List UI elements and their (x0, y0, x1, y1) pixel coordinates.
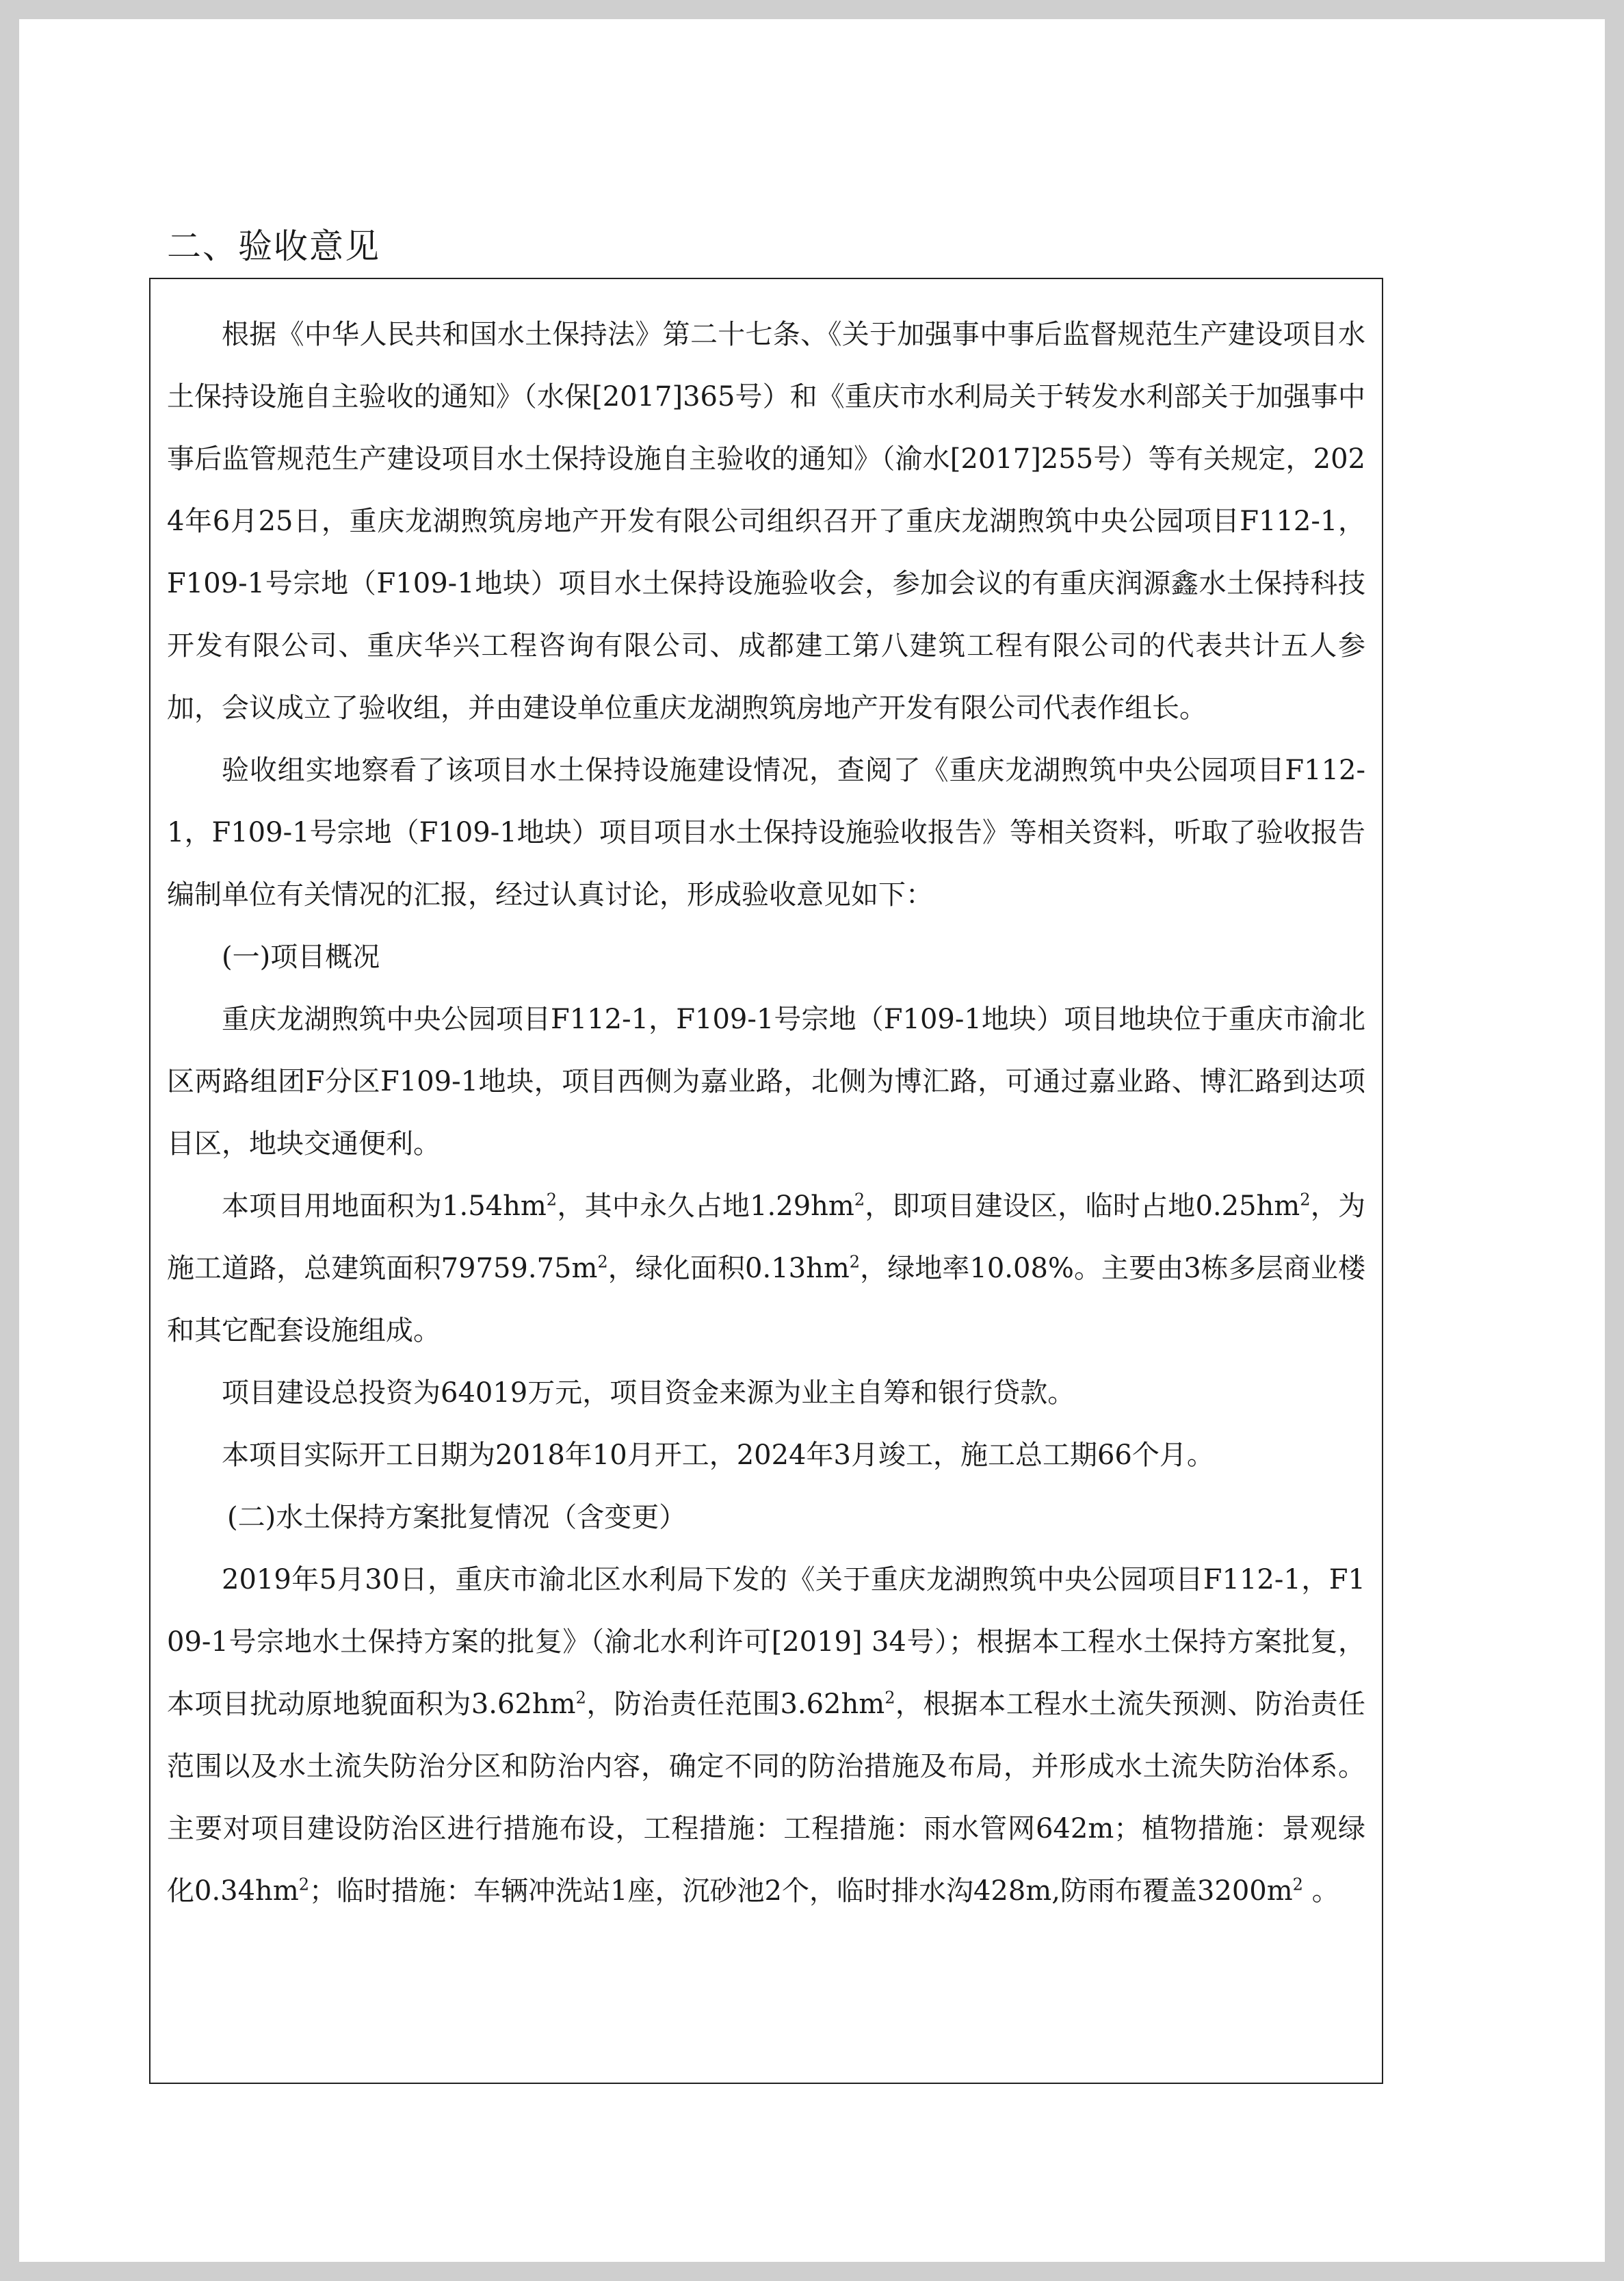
text-run: ，根据本工程水土流失预测、防治责任范围以及水土流失防治分区和防治内容，确定不同的防治措施及布局，并形成水土流失防治体系。主要对项目建设防治区进行措施布设，工程措施：工程措施：雨水管网642m；植物措施：景观绿化0.34hm (167, 1689, 1365, 1907)
text-run: ，绿化面积0.13hm (607, 1253, 850, 1284)
paragraph-area (167, 1175, 1365, 1362)
unit-superscript: 2 (1300, 1190, 1311, 1210)
text-run: ；临时措施：车辆冲洗站1座，沉砂池2个，临时排水沟428m,防雨布覆盖3200m (309, 1875, 1293, 1907)
text-run: 本项目用地面积为1.54hm (222, 1190, 547, 1222)
unit-superscript: 2 (546, 1190, 558, 1210)
paragraph-approval (167, 1549, 1365, 1922)
unit-superscript: 2 (854, 1190, 865, 1210)
paragraph-schedule: 本项目实际开工日期为2018年10月开工，2024年3月竣工，施工总工期66个月。 (222, 1439, 1214, 1471)
unit-superscript: 2 (1292, 1875, 1303, 1894)
section-heading: 二、验收意见 (167, 226, 380, 266)
text-run: ，其中永久占地1.29hm (557, 1190, 854, 1222)
text-run: ，即项目建设区，临时占地0.25hm (865, 1190, 1300, 1222)
unit-superscript: 2 (885, 1688, 895, 1708)
paragraph-inspection: 验收组实地察看了该项目水土保持设施建设情况，查阅了《重庆龙湖煦筑中央公园项目F112-1，F109-1号宗地（F109-1地块）项目项目水土保持设施验收报告》等相关资料，听取了验收报告编制单位有关情况的汇报，经过认真讨论，形成验收意见如下： (167, 755, 1365, 911)
unit-superscript: 2 (849, 1252, 861, 1272)
text-run: ，为施工道路，总建筑面积79759.75m (167, 1190, 1366, 1284)
opinion-box (149, 278, 1383, 2084)
text-run: ，绿地率10.08%。主要由3栋多层商业楼和其它配套设施组成。 (167, 1253, 1365, 1346)
subheading-plan-approval: (二)水土保持方案批复情况（含变更） (227, 1502, 687, 1533)
unit-superscript: 2 (575, 1688, 586, 1708)
paragraph-basis: 根据《中华人民共和国水土保持法》第二十七条、《关于加强事中事后监督规范生产建设项目水土保持设施自主验收的通知》（水保[2017]365号）和《重庆市水利局关于转发水利部关于加强事中事后监管规范生产建设项目水土保持设施自主验收的通知》（渝水[2017]255号）等有关规定，2024年6月25日，重庆龙湖煦筑房地产开发有限公司组织召开了重庆龙湖煦筑中央公园项目F112-1，F109-1号宗地（F109-1地块）项目水土保持设施验收会，参加会议的有重庆润源鑫水土保持科技开发有限公司、重庆华兴工程咨询有限公司、成都建工第八建筑工程有限公司的代表共计五人参加，会议成立了验收组，并由建设单位重庆龙湖煦筑房地产开发有限公司代表作组长。 (167, 319, 1365, 724)
subheading-project-overview: (一)项目概况 (222, 941, 380, 973)
text-run: 2019年5月30日，重庆市渝北区水利局下发的《关于重庆龙湖煦筑中央公园项目F112-1，F109-1号宗地水土保持方案的批复》（渝北水利许可[2019] 34号）；根据本工程水土保持方案批复，本项目扰动原地貌面积为3.62hm (167, 1564, 1365, 1720)
unit-superscript: 2 (597, 1252, 608, 1272)
paragraph-investment: 项目建设总投资为64019万元，项目资金来源为业主自筹和银行贷款。 (222, 1377, 1075, 1409)
unit-superscript: 2 (298, 1875, 310, 1894)
text-run: 。 (1302, 1875, 1339, 1907)
text-run: ，防治责任范围3.62hm (586, 1689, 885, 1720)
paragraph-location: 重庆龙湖煦筑中央公园项目F112-1，F109-1号宗地（F109-1地块）项目地块位于重庆市渝北区两路组团F分区F109-1地块，项目西侧为嘉业路，北侧为博汇路，可通过嘉业路、博汇路到达项目区，地块交通便利。 (167, 1004, 1365, 1160)
document-page (19, 19, 1605, 2262)
